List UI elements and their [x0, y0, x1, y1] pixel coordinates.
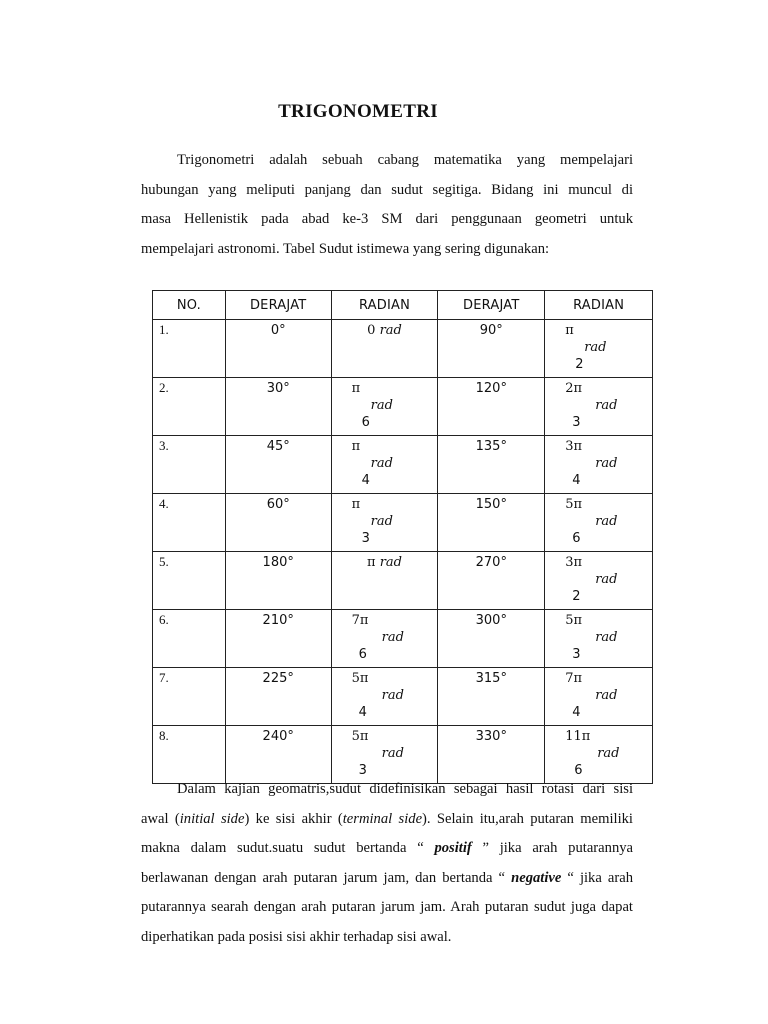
- intro-line: masa Hellenistik pada abad ke-3 SM dari penggunaan geometri untuk: [141, 211, 633, 227]
- negative-term: negative: [511, 869, 562, 886]
- radian-numerator: 5π: [351, 729, 369, 744]
- radian-numerator: π: [351, 381, 361, 396]
- degree-cell: 180°: [225, 552, 331, 610]
- radian-unit: rad: [381, 630, 404, 645]
- header-radian: RADIAN: [545, 291, 653, 320]
- radian-numerator: 2π: [565, 381, 583, 396]
- angle-table: [152, 290, 653, 784]
- intro-line: hubungan yang meliputi panjang dan sudut segitiga. Bidang ini muncul di: [141, 181, 633, 198]
- radian-fraction: [545, 378, 652, 432]
- radian-fraction: [332, 494, 438, 548]
- radian-cell: [545, 610, 653, 668]
- radian-numerator: 5π: [565, 497, 583, 512]
- radian-fraction: [545, 320, 652, 374]
- degree-cell: 90°: [438, 320, 545, 378]
- body-paragraph: [141, 775, 633, 952]
- radian-denominator: 2: [575, 357, 584, 372]
- radian-unit: rad: [595, 514, 618, 529]
- body-text: berlawanan dengan arah putaran jarum jam, dan bertanda “: [141, 869, 506, 886]
- header-derajat: DERAJAT: [438, 291, 545, 320]
- degree-cell: 300°: [438, 610, 545, 668]
- degree-cell: 330°: [438, 726, 545, 784]
- radian-denominator: 6: [574, 763, 583, 778]
- body-text: awal (: [141, 810, 180, 827]
- radian-fraction: [545, 494, 652, 548]
- row-number: 6.: [153, 610, 226, 668]
- radian-fraction: [332, 436, 438, 490]
- radian-numerator: π: [351, 497, 361, 512]
- radian-unit: rad: [379, 323, 402, 338]
- radian-cell: [545, 320, 653, 378]
- body-line: [141, 805, 633, 835]
- row-number: 7.: [153, 668, 226, 726]
- radian-numerator: π: [351, 439, 361, 454]
- radian-cell: [545, 378, 653, 436]
- intro-line: [141, 146, 633, 176]
- radian-numerator: π: [367, 555, 376, 570]
- radian-cell: [331, 436, 438, 494]
- radian-fraction: [332, 610, 438, 664]
- radian-denominator: 3: [358, 763, 367, 778]
- radian-cell: [331, 552, 438, 610]
- radian-unit: rad: [595, 398, 618, 413]
- terminal-side-term: terminal side: [342, 810, 423, 827]
- radian-numerator: 7π: [351, 613, 369, 628]
- row-number: 4.: [153, 494, 226, 552]
- radian-denominator: 4: [572, 705, 581, 720]
- body-line: putarannya searah dengan arah putaran jarum jam. Arah putaran sudut juga dapat: [141, 899, 633, 915]
- intro-paragraph: [141, 146, 633, 264]
- body-line-text: Dalam kajian geomatris,sudut didefinisikan sebagai hasil rotasi dari sisi: [177, 781, 633, 797]
- body-text: ) ke sisi akhir (: [244, 810, 343, 827]
- header-radian: RADIAN: [331, 291, 438, 320]
- radian-cell: [331, 494, 438, 552]
- table-row: [153, 436, 653, 494]
- radian-unit: rad: [381, 746, 404, 761]
- degree-cell: 270°: [438, 552, 545, 610]
- initial-side-term: initial side: [179, 810, 245, 827]
- radian-fraction: [545, 610, 652, 664]
- radian-fraction: [332, 378, 438, 432]
- radian-fraction: [545, 436, 652, 490]
- intro-line: mempelajari astronomi. Tabel Sudut istimewa yang sering digunakan:: [141, 240, 550, 257]
- radian-unit: rad: [379, 555, 402, 570]
- radian-unit: rad: [381, 688, 404, 703]
- row-number: 2.: [153, 378, 226, 436]
- degree-cell: 30°: [225, 378, 331, 436]
- radian-fraction: [332, 726, 438, 780]
- table-header-row: [153, 291, 653, 320]
- table-row: [153, 668, 653, 726]
- radian-denominator: 4: [361, 473, 370, 488]
- radian-fraction: [332, 668, 438, 722]
- degree-cell: 315°: [438, 668, 545, 726]
- radian-numerator: 0: [367, 323, 376, 338]
- row-number: 1.: [153, 320, 226, 378]
- degree-cell: 225°: [225, 668, 331, 726]
- radian-numerator: 5π: [351, 671, 369, 686]
- radian-cell: [545, 552, 653, 610]
- radian-unit: rad: [595, 688, 618, 703]
- radian-denominator: 4: [572, 473, 581, 488]
- radian-fraction: [545, 552, 652, 606]
- body-line: diperhatikan pada posisi sisi akhir terhadap sisi awal.: [141, 928, 452, 945]
- degree-cell: 135°: [438, 436, 545, 494]
- body-text: makna dalam sudut.suatu sudut bertanda “: [141, 840, 424, 856]
- radian-numerator: 7π: [565, 671, 583, 686]
- row-number: 5.: [153, 552, 226, 610]
- radian-numerator: 3π: [565, 439, 583, 454]
- radian-cell: [331, 668, 438, 726]
- row-number: 8.: [153, 726, 226, 784]
- radian-value: [332, 552, 438, 570]
- table-row: [153, 320, 653, 378]
- body-text: ” jika arah putarannya: [482, 840, 634, 856]
- radian-numerator: 3π: [565, 555, 583, 570]
- intro-line-text: Trigonometri adalah sebuah cabang matematika yang mempelajari: [177, 152, 633, 168]
- radian-unit: rad: [595, 456, 618, 471]
- positif-term: positif: [434, 840, 472, 856]
- table-body: [153, 320, 653, 784]
- radian-denominator: 3: [361, 531, 370, 546]
- radian-denominator: 6: [358, 647, 367, 662]
- radian-unit: rad: [597, 746, 620, 761]
- body-text: ). Selain itu,arah putaran memiliki: [422, 810, 633, 827]
- radian-numerator: π: [565, 323, 574, 338]
- table-row: [153, 552, 653, 610]
- radian-fraction: [545, 726, 652, 780]
- body-line: [141, 864, 633, 894]
- body-text: “ jika arah: [567, 869, 633, 886]
- radian-unit: rad: [595, 572, 618, 587]
- radian-unit: rad: [370, 398, 393, 413]
- radian-numerator: 5π: [565, 613, 583, 628]
- radian-fraction: [545, 668, 652, 722]
- radian-cell: [331, 378, 438, 436]
- radian-denominator: 3: [572, 415, 581, 430]
- radian-unit: rad: [584, 340, 607, 355]
- row-number: 3.: [153, 436, 226, 494]
- degree-cell: 240°: [225, 726, 331, 784]
- body-line: [141, 775, 633, 805]
- radian-denominator: 2: [572, 589, 581, 604]
- degree-cell: 120°: [438, 378, 545, 436]
- table-row: [153, 378, 653, 436]
- degree-cell: 60°: [225, 494, 331, 552]
- radian-denominator: 6: [361, 415, 370, 430]
- radian-unit: rad: [370, 514, 393, 529]
- header-derajat: DERAJAT: [225, 291, 331, 320]
- radian-cell: [331, 610, 438, 668]
- page-title: TRIGONOMETRI: [278, 101, 438, 122]
- radian-numerator: 11π: [565, 729, 591, 744]
- header-no: NO.: [153, 291, 226, 320]
- radian-denominator: 6: [572, 531, 581, 546]
- radian-cell: [331, 320, 438, 378]
- radian-denominator: 4: [358, 705, 367, 720]
- degree-cell: 150°: [438, 494, 545, 552]
- degree-cell: 210°: [225, 610, 331, 668]
- table-row: [153, 494, 653, 552]
- table-row: [153, 610, 653, 668]
- radian-unit: rad: [595, 630, 618, 645]
- degree-cell: 0°: [225, 320, 331, 378]
- radian-cell: [545, 668, 653, 726]
- radian-value: [332, 320, 438, 338]
- radian-unit: rad: [370, 456, 393, 471]
- degree-cell: 45°: [225, 436, 331, 494]
- radian-cell: [545, 494, 653, 552]
- radian-cell: [545, 436, 653, 494]
- radian-denominator: 3: [572, 647, 581, 662]
- body-line: [141, 834, 633, 864]
